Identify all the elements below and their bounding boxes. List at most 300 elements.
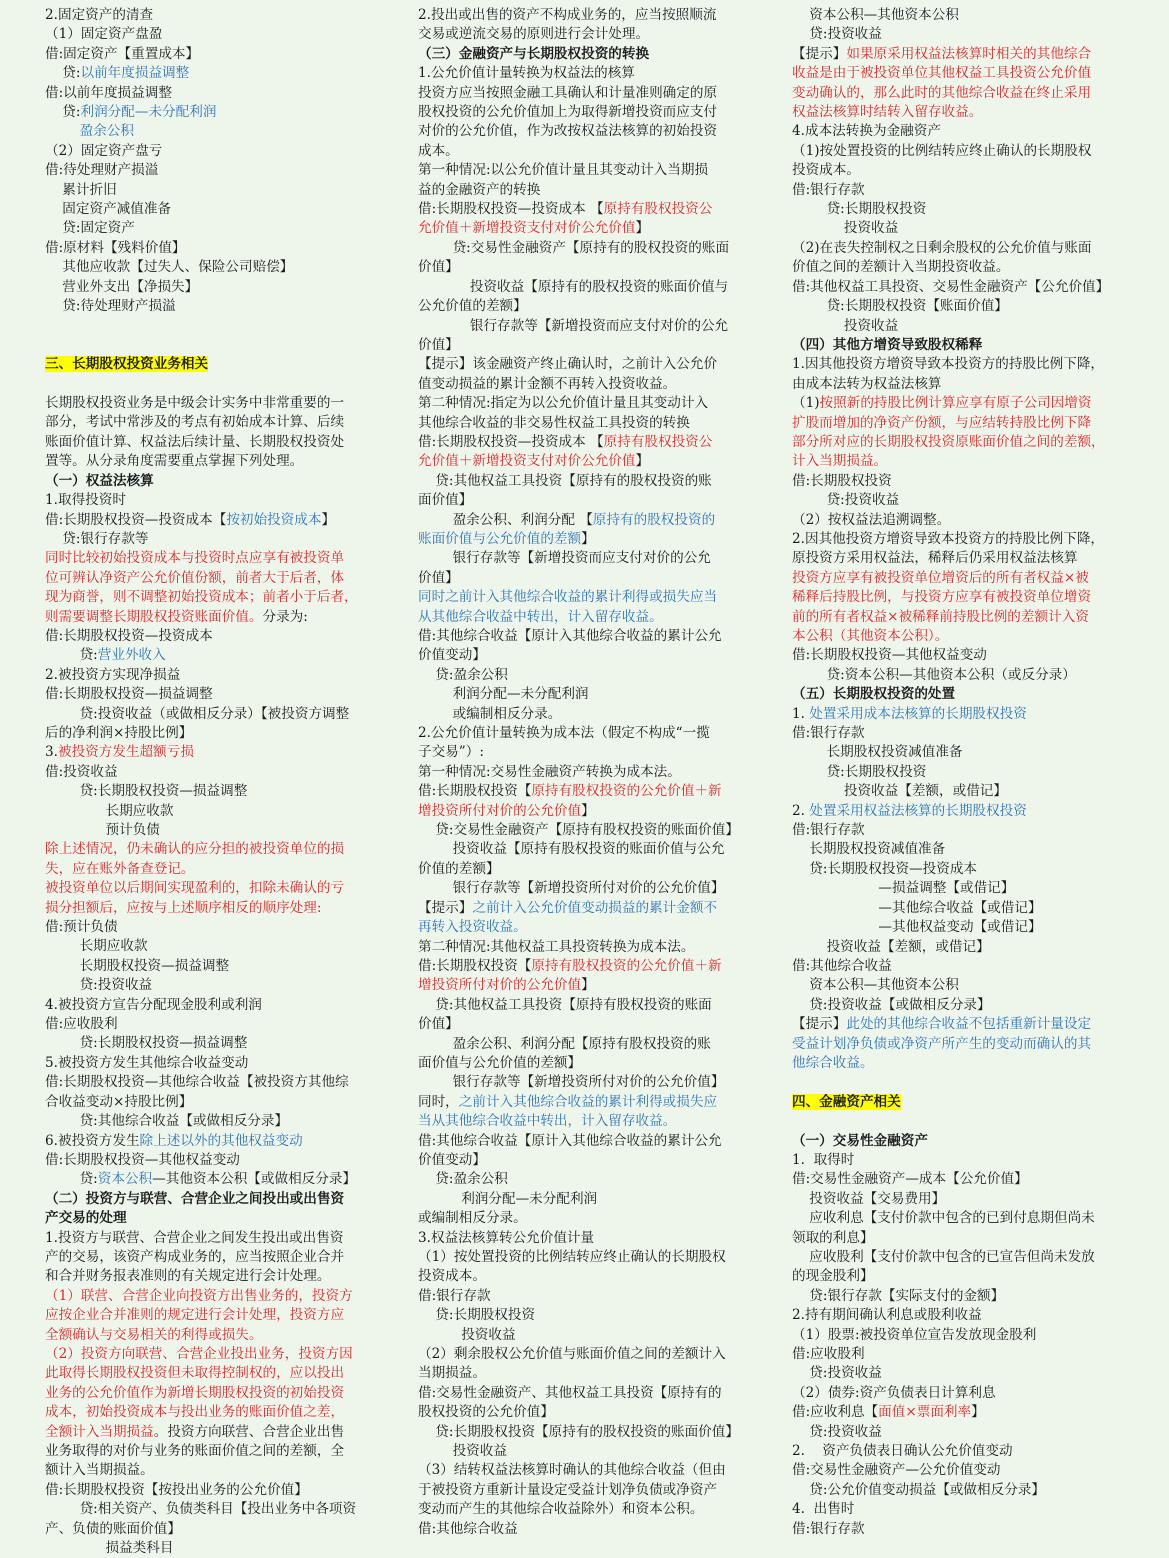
text-segment: 】 [635,453,650,470]
text-line [418,472,756,491]
text-line [792,1326,1127,1345]
text-line [45,1520,380,1539]
text-segment: （2）投资方向联营、合营企业投出业务，投资方因 [45,1345,353,1362]
text-segment: 贷:其他权益工具投资【原持有的股权投资的账 [418,472,712,489]
text-segment: 贷:长期股权投资—投资成本 [792,860,978,877]
text-segment: 从其他综合收益中转出，计入留存收益。 [418,608,663,625]
text-segment: 对价的公允价值，作为改按权益法核算的初始投资 [418,123,718,140]
text-line [45,181,380,200]
text-segment: 贷:银行存款【实际支付的金额】 [792,1287,1005,1304]
text-segment: 扩股而增加的净资产份额，与应结转持股比例下降 [792,414,1092,431]
text-segment: 他综合收益。 [792,1054,874,1071]
text-line [418,355,756,374]
text-segment: 贷:其他综合收益【或做相反分录】 [45,1113,289,1130]
text-segment: 或编制相反分录。 [418,1210,527,1227]
text-line [418,763,756,782]
text-segment: （1）固定资产盘盈 [45,26,163,43]
text-segment: 贷: [45,647,98,664]
text-line [45,918,380,937]
text-segment: 贷:银行存款等 [45,530,149,547]
text-segment: 账面价值与公允价值的差额 [418,530,582,547]
text-line [45,1481,380,1500]
text-segment: 借:其他综合收益【原计入其他综合收益的累计公允 [418,628,722,644]
text-segment: 2.固定资产的清查 [45,7,154,23]
text-line [792,1384,1127,1403]
text-segment: 】 [321,511,336,528]
text-line [45,1015,380,1034]
text-line [792,219,1127,238]
text-segment: 累计折旧 [45,181,117,198]
text-segment: 价值变动】 [418,647,486,664]
text-line [418,899,756,918]
text-line [792,181,1127,200]
text-segment: 投资方应享有被投资单位增资后的所有者权益×被 [792,569,1089,586]
text-line [45,685,380,704]
text-line [418,1073,756,1092]
text-line [418,879,756,898]
text-line [418,1520,756,1539]
text-segment: 长期股权投资减值准备 [792,744,963,761]
text-segment: 资本公积—其他资本公积 [792,977,959,994]
text-segment: （2)在丧失控制权之日剩余股权的公允价值与账面 [792,239,1092,256]
text-line [418,1384,756,1403]
text-segment: 盈余公积 [79,123,134,140]
text-line [418,297,756,316]
text-segment: （3）结转权益法核算时确认的其他综合收益（但由 [418,1462,726,1479]
text-line [792,530,1127,549]
text-segment: 借:固定资产【重置成本】 [45,45,200,62]
text-segment: 原持有股权投资的公允价值＋新 [531,957,722,974]
text-segment: 借:其他综合收益【原计入其他综合收益的累计公允 [418,1132,722,1149]
text-line [418,569,756,588]
text-line [792,627,1127,646]
text-line [792,763,1127,782]
text-line [792,938,1127,957]
text-line [45,1306,380,1325]
text-line [45,1034,380,1053]
text-segment: 全额计入当期损益 [45,1423,154,1440]
text-segment: 价值】 [418,1016,459,1033]
text-line [45,258,380,277]
text-line [418,1054,756,1073]
text-segment: 贷:盈余公积 [418,666,508,683]
text-segment: 原持有股权投资公 [603,433,713,450]
text-line [45,491,380,510]
text-segment: 5.被投资方发生其他综合收益变动 [45,1054,249,1071]
text-line [418,666,756,685]
text-line [418,1015,756,1034]
text-segment: 损分担额后，应按与上述顺序相反的顺序处理: [45,899,322,916]
text-segment: 借:交易性金融资产—公允价值变动 [792,1462,1001,1479]
text-line [792,1267,1127,1286]
text-segment: 】 [635,220,650,237]
text-line [45,64,380,83]
text-segment: 。投资方向联营、合营企业出售 [153,1423,345,1440]
text-segment: 于被投资方重新计量设定受益计划净负债或净资产 [418,1481,718,1498]
text-segment: 被投资方发生超额亏损 [57,744,194,761]
text-segment: 2.公允价值计量转换为成本法（假定不构成“一揽 [418,725,710,742]
text-segment: 则需要调整长期股权投资账面价值。 [45,608,263,625]
text-segment: 收益是由于被投资单位其他权益工具投资公允价值 [792,65,1092,82]
text-line [418,161,756,180]
text-segment: 1. 取得时 [792,1151,855,1168]
text-line [792,1248,1127,1267]
text-line [418,646,756,665]
text-line [792,375,1127,394]
text-segment: 被投资单位以后期间实现盈利的，扣除未确认的亏 [45,880,345,897]
text-segment: （2）固定资产盘亏 [45,142,163,159]
text-segment: 应收股利【支付价款中包含的已宣告但尚未发放 [792,1248,1095,1265]
text-line [45,1151,380,1170]
text-segment: 营业外收入 [97,647,166,664]
sub-heading: 产交易的处理 [45,1210,127,1227]
text-line [792,491,1127,510]
text-line [792,142,1127,161]
text-segment: 第二种情况:其他权益工具投资转换为成本法。 [418,938,695,955]
text-segment: 投资收益【差额，或借记】 [792,783,1007,800]
text-segment: 增投资所付对价的公允价值 [418,977,582,994]
text-line [792,588,1127,607]
text-segment: 值变动损益的累计金额不再转入投资收益。 [418,375,677,392]
text-segment: 4.成本法转换为金融资产 [792,123,941,140]
text-segment: 以前年度损益调整 [80,65,190,82]
text-line [792,549,1127,568]
text-segment: 借:其他权益工具投资、交易性金融资产【公允价值】 [792,278,1110,295]
text-line [418,1345,756,1364]
text-segment: —其他综合收益【或借记】 [792,899,1042,916]
text-segment: 【提示】 [792,1016,847,1033]
text-segment: 其他综合收益的非交易性权益工具投资的转换 [418,414,690,431]
text-line [45,25,380,44]
text-segment: 按照新的持股比例计算应享有原子公司因增资 [819,395,1092,412]
text-segment: 置等。从分录角度需要重点掌握下列处理。 [45,453,304,470]
text-line [45,588,380,607]
text-segment: 借:长期股权投资—其他权益变动 [45,1151,240,1168]
text-segment: 利润分配—未分配利润 [418,686,589,703]
text-line [792,1500,1127,1519]
text-segment: 贷:相关资产、负债类科目【投出业务中各项资 [45,1501,357,1518]
text-segment: 借:长期股权投资—损益调整 [45,686,213,703]
text-line [418,491,756,510]
text-line [418,1403,756,1422]
text-segment: 投资方应当按照金融工具确认和计量准则确定的原 [418,84,718,101]
text-segment: 本公积（其他资本公积）。 [792,628,949,644]
text-segment: 全额确认与交易相关的利得或损失。 [45,1326,263,1343]
text-line [792,1481,1127,1500]
text-line [792,1520,1127,1539]
text-line [45,840,380,859]
text-segment: （1)按处置投资的比例结转应终止确认的长期股权 [792,142,1092,159]
text-segment: 同时之前计入其他综合收益的累计利得或损失应当 [418,589,718,606]
text-segment: 【提示】该金融资产终止确认时，之前计入公允价 [418,356,718,373]
text-line [418,1209,756,1228]
text-segment: 投资成本。 [418,1268,486,1285]
text-line [418,938,756,957]
section-heading: 四、金融资产相关 [792,1093,901,1110]
text-segment: 或编制相反分录。 [418,705,562,722]
text-segment: 贷:固定资产 [45,220,135,237]
text-segment: 分录为: [262,608,308,625]
text-line [792,569,1127,588]
text-segment: 子交易”）: [418,744,484,761]
text-segment: 资本公积—其他资本公积 [792,7,959,23]
text-segment: 】 [581,977,595,994]
text-line [792,802,1127,821]
text-line [418,1132,756,1151]
text-line [45,1287,380,1306]
text-line [792,1287,1127,1306]
text-line [45,6,380,25]
text-line [45,879,380,898]
text-line [418,1170,756,1189]
blank-line [792,1073,1127,1092]
text-line [45,996,380,1015]
text-segment: 长期应收款 [45,802,174,819]
text-segment: 股权投资的公允价值】 [418,1404,554,1421]
text-line [418,25,756,44]
text-segment: 3. [45,744,58,761]
text-segment: 贷:长期股权投资【原持有的股权投资的账面价值】 [418,1423,739,1440]
text-line [45,646,380,665]
text-line [418,1267,756,1286]
text-segment: 借:其他综合收益 [418,1520,518,1537]
text-line [792,685,1127,704]
text-line [792,452,1127,471]
text-segment: 产的交易，该资产构成业务的，应当按照企业合并 [45,1248,345,1265]
text-line [418,1500,756,1519]
text-segment: 的现金股利】 [792,1268,874,1285]
text-segment: 营业外支出【净损失】 [45,278,199,295]
text-line [792,860,1127,879]
text-segment: 贷:资本公积—其他资本公积（或反分录） [792,666,1076,683]
text-segment: 计入当期损益。 [792,453,888,470]
text-segment: （1) [792,395,820,412]
text-line [45,1229,380,1248]
text-segment: 再转入投资收益。 [418,919,527,936]
text-line [45,1423,380,1442]
text-line [792,25,1127,44]
text-segment: 应收利息【支付价款中包含的已到付息期但尚未 [792,1210,1095,1227]
text-segment: —其他权益变动【或借记】 [792,919,1042,936]
text-line [418,1423,756,1442]
text-line [45,239,380,258]
text-segment: 借:银行存款 [418,1287,491,1304]
text-segment: 第一种情况:交易性金融资产转换为成本法。 [418,763,681,780]
text-line [45,1539,380,1558]
text-line [45,452,380,471]
text-segment: 借:长期股权投资—投资成本【 [45,511,227,528]
text-line [792,1190,1127,1209]
text-segment: 借:原材料【残料价值】 [45,239,186,256]
text-line [418,6,756,25]
text-line [792,394,1127,413]
text-line [792,821,1127,840]
text-line [792,472,1127,491]
text-segment: 价值】 [418,336,459,353]
text-segment: 当期损益。 [418,1365,486,1382]
text-segment: 贷: [45,1171,98,1188]
text-line [45,122,380,141]
text-segment: 贷:投资收益 [45,977,153,994]
text-segment: 1.因其他投资方增资导致本投资方的持股比例下降， [792,356,1105,373]
sub-heading: （四）其他方增资导致股权稀释 [792,336,983,353]
text-line [418,181,756,200]
text-line [418,84,756,103]
text-line [792,1423,1127,1442]
text-line [792,996,1127,1015]
text-line [792,899,1127,918]
text-segment: 贷:长期股权投资【账面价值】 [792,298,1008,315]
text-line [792,6,1127,25]
text-line [45,937,380,956]
text-line [45,724,380,743]
text-segment: （1）股票:被投资单位宣告发放现金股利 [792,1326,1037,1343]
text-line [45,103,380,122]
text-line [418,394,756,413]
text-line [792,1132,1127,1151]
text-segment: 后的净利润×持股比例】 [45,724,193,741]
text-line [45,142,380,161]
text-segment: 位可辨认净资产公允价值份额，前者大于后者，体 [45,569,345,586]
text-line [418,918,756,937]
text-line [45,1403,380,1422]
text-segment: 借:长期股权投资—其他综合收益【被投资方其他综 [45,1074,349,1091]
text-line [45,763,380,782]
text-line [45,355,380,374]
text-line [45,511,380,530]
text-line [45,219,380,238]
text-line [792,414,1127,433]
text-line [418,336,756,355]
text-line [792,1035,1127,1054]
text-line [45,1132,380,1151]
text-segment: 2.因其他投资方增资导致本投资方的持股比例下降， [792,530,1105,547]
text-segment: 价值】 [418,259,459,276]
text-segment: 借:长期股权投资—其他权益变动 [792,647,987,664]
text-segment: 部分，考试中常涉及的考点有初始成本计算、后续 [45,414,345,431]
text-line [418,1035,756,1054]
blank-line [45,375,380,394]
text-line [792,336,1127,355]
text-line [418,1326,756,1345]
text-line [418,1112,756,1131]
text-segment: 价值的差额】 [418,860,500,877]
text-segment: 允价值＋新增投资支付对价公允价值 [418,220,636,237]
text-segment: 前的所有者权益×被稀释前持股比例的差额计入资 [792,608,1089,625]
blank-line [792,1112,1127,1131]
text-segment: 增投资所付对价的公允价值 [418,802,582,819]
text-line [418,103,756,122]
text-segment: 原持有的股权投资的 [592,511,716,528]
text-segment: 长期股权投资减值准备 [792,841,946,858]
text-segment: 公允价值的差额】 [418,298,527,315]
text-segment: 应按企业合并准则的规定进行会计处理，投资方应 [45,1307,345,1324]
text-segment: 1. [792,705,810,722]
text-line [792,705,1127,724]
text-line [792,122,1127,141]
text-segment: 【提示】 [792,45,847,62]
text-segment: 价值】 [418,569,459,586]
sub-heading: （五）长期股权投资的处置 [792,686,956,703]
text-line [45,530,380,549]
text-line [45,297,380,316]
text-segment: 银行存款等【新增投资所付对价的公允价值】 [418,1074,725,1091]
text-segment: 贷:投资收益 [792,492,900,509]
text-segment: 损益类科目 [45,1540,174,1557]
text-line [792,1306,1127,1325]
text-segment: 借:长期股权投资 [792,472,892,489]
text-segment: 原持有股权投资公 [603,201,713,218]
text-segment: 借:银行存款 [792,1520,865,1537]
text-segment: 成本，初始投资成本与投出业务的账面价值之差， [45,1404,345,1421]
text-segment: 此处的其他综合收益不包括重新计量设定 [846,1016,1092,1033]
text-segment: 贷:长期股权投资—损益调整 [45,1035,248,1052]
text-line [792,1461,1127,1480]
text-line [45,413,380,432]
text-segment: 变动而产生的其他综合收益除外）和资本公积。 [418,1501,704,1518]
text-segment: 】 [581,530,595,547]
text-segment: 2. [792,802,810,819]
text-segment: 权益法核算时结转入留存收益。 [792,104,983,121]
text-segment: 借:长期股权投资【 [418,783,532,800]
text-line [792,297,1127,316]
text-segment: 】 [581,802,595,819]
text-segment: 之前计入公允价值变动损益的累计金额不 [472,899,718,916]
text-segment: 1.公允价值计量转换为权益法的核算 [418,65,635,82]
text-segment: 投资成本。 [792,162,860,179]
text-segment: 由成本法转为权益法核算 [792,375,942,392]
text-line [418,433,756,452]
text-segment: 借:长期股权投资【按投出业务的公允价值】 [45,1481,308,1498]
text-segment: 益的金融资产的转换 [418,181,541,198]
text-line [45,1170,380,1189]
text-line [792,317,1127,336]
text-line [792,45,1127,64]
text-line [418,530,756,549]
text-line [418,239,756,258]
text-segment: 账面价值计算、权益法后续计量、长期股权投资处 [45,433,345,450]
text-segment: （1）按处置投资的比例结转应终止确认的长期股权 [418,1249,726,1265]
text-segment: 贷:长期股权投资 [792,763,927,780]
text-segment: 借:交易性金融资产、其他权益工具投资【原持有的 [418,1384,722,1401]
text-line [792,103,1127,122]
text-line [45,549,380,568]
text-line [418,317,756,336]
text-segment: 投资收益 [792,220,899,237]
text-line [418,1442,756,1461]
text-line [45,200,380,219]
text-line [418,627,756,646]
text-line [45,1384,380,1403]
text-segment: 2.被投资方实现净损益 [45,666,181,683]
text-segment: （2）债券:资产负债表日计算利息 [792,1384,996,1401]
text-segment: 贷:长期股权投资 [418,1307,536,1324]
text-segment: 借:应收股利 [792,1346,865,1362]
text-line [418,258,756,277]
text-segment: 借:其他综合收益 [792,957,892,974]
text-segment: 稀释后持股比例，与投资方应享有被投资单位增资 [792,589,1092,606]
text-segment: 贷: [45,65,81,82]
text-segment: 贷:投资收益 [792,1423,882,1440]
text-line [45,1345,380,1364]
text-segment: （2）按权益法追溯调整。 [792,511,951,528]
text-segment: 借:应收利息【 [792,1404,879,1421]
text-segment: 盈余公积、利润分配【原持有股权投资的账 [418,1035,711,1052]
text-line [418,1306,756,1325]
blank-line [45,336,380,355]
text-line [45,1500,380,1519]
text-line [45,1267,380,1286]
